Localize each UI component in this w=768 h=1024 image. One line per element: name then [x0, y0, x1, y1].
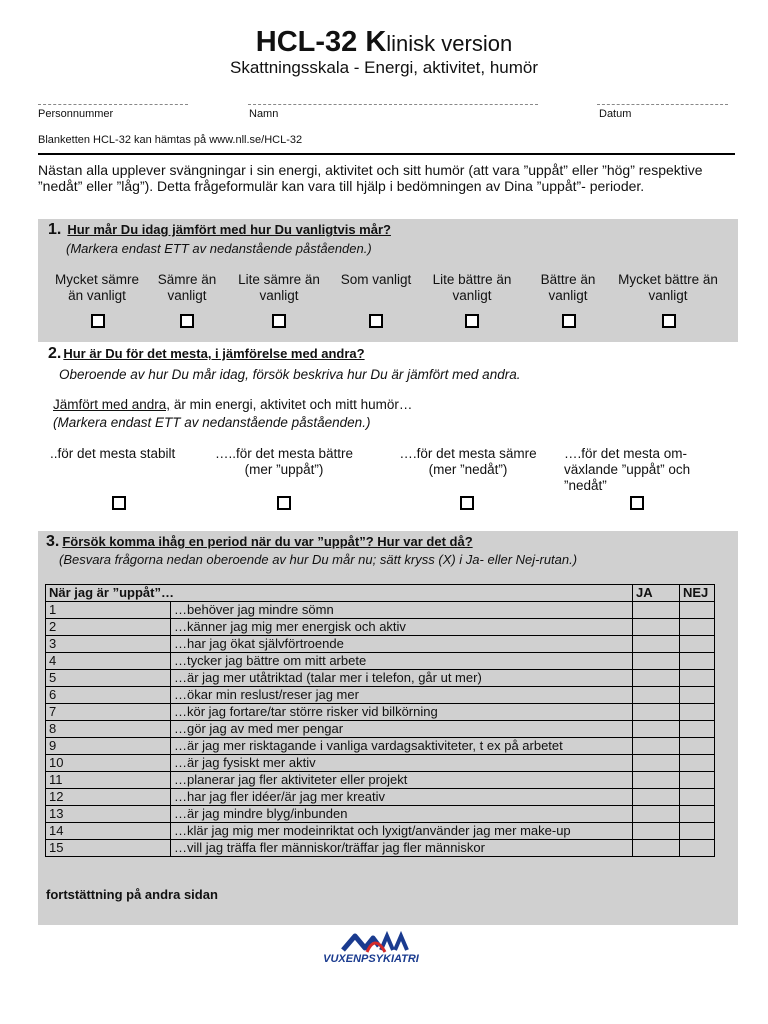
row-number: 5 [46, 670, 171, 687]
continuation-note: fortstättning på andra sidan [46, 887, 218, 902]
ja-cell[interactable] [633, 602, 680, 619]
row-text: …tycker jag bättre om mitt arbete [171, 653, 633, 670]
q2-option-label: …..för det mesta bättre (mer ”uppåt”) [214, 446, 354, 477]
row-text: …är jag mindre blyg/inbunden [171, 806, 633, 823]
nej-cell[interactable] [680, 772, 715, 789]
table-row [46, 653, 715, 670]
q1-checkbox[interactable] [465, 314, 479, 328]
ja-cell[interactable] [633, 806, 680, 823]
nej-cell[interactable] [680, 687, 715, 704]
q3-heading [46, 533, 473, 551]
q2-option-label: ….för det mesta sämre (mer ”nedåt”) [399, 446, 537, 477]
table-row [46, 636, 715, 653]
nej-cell[interactable] [680, 738, 715, 755]
q1-heading [48, 221, 391, 239]
q1-checkbox[interactable] [180, 314, 194, 328]
table-header: När jag är ”uppåt”… [46, 585, 633, 602]
datum-label: Datum [599, 108, 632, 120]
q1-option-label: Sämre än vanligt [157, 272, 217, 303]
ja-cell[interactable] [633, 619, 680, 636]
q3-question: Försök komma ihåg en period när du var ”uppåt”? Hur var det då? [62, 534, 473, 549]
table-row [46, 806, 715, 823]
col-nej: NEJ [680, 585, 715, 602]
q2-lead [53, 397, 412, 412]
table-row [46, 721, 715, 738]
row-number: 10 [46, 755, 171, 772]
namn-label: Namn [249, 108, 279, 120]
row-text: …har jag ökat självförtroende [171, 636, 633, 653]
row-number: 6 [46, 687, 171, 704]
ja-cell[interactable] [633, 840, 680, 857]
q1-checkbox[interactable] [272, 314, 286, 328]
nej-cell[interactable] [680, 806, 715, 823]
ja-cell[interactable] [633, 721, 680, 738]
col-ja: JA [633, 585, 680, 602]
row-text: …ökar min reslust/reser jag mer [171, 687, 633, 704]
q1-option-label: Som vanligt [340, 272, 412, 287]
row-text: …är jag mer risktagande i vanliga vardagsaktiviteter, t ex på arbetet [171, 738, 633, 755]
ja-cell[interactable] [633, 755, 680, 772]
ja-cell[interactable] [633, 789, 680, 806]
row-number: 15 [46, 840, 171, 857]
table-row [46, 619, 715, 636]
ja-cell[interactable] [633, 670, 680, 687]
ja-cell[interactable] [633, 823, 680, 840]
table-row [46, 789, 715, 806]
q2-option-label: ….för det mesta om-växlande ”uppåt” och ”nedåt” [564, 446, 691, 493]
datum-line[interactable] [597, 104, 728, 105]
q1-checkbox[interactable] [562, 314, 576, 328]
q2-instruction2: (Markera endast ETT av nedanstående påståenden.) [53, 415, 371, 430]
row-text: …kör jag fortare/tar större risker vid bilkörning [171, 704, 633, 721]
q1-option-label: Lite sämre än vanligt [238, 272, 320, 303]
q2-question: Hur är Du för det mesta, i jämförelse med andra? [63, 346, 365, 361]
intro-text: Nästan alla upplever svängningar i sin energi, aktivitet och sitt humör (att vara ”uppåt” eller ”hög” respektive ”nedåt” eller ”låg”). Detta frågeformulär kan vara till hjälp i bedömningen av Dina ”uppåt”- perioder. [38, 162, 703, 194]
table-row [46, 704, 715, 721]
q3-number: 3. [46, 533, 60, 550]
vuxenpsykiatri-logo [315, 928, 427, 968]
row-text: …känner jag mig mer energisk och aktiv [171, 619, 633, 636]
q1-question: Hur mår Du idag jämfört med hur Du vanligtvis mår? [67, 222, 391, 237]
q2-number: 2. [48, 345, 62, 362]
q2-checkbox[interactable] [277, 496, 291, 510]
table-row [46, 823, 715, 840]
q2-lead-rest: är min energi, aktivitet och mitt humör… [170, 397, 413, 412]
download-note: Blanketten HCL-32 kan hämtas på www.nll.se/HCL-32 [38, 134, 303, 146]
row-text: …klär jag mig mer modeinriktat och lyxigt/använder jag mer make-up [171, 823, 633, 840]
logo-bars-mark [381, 936, 407, 950]
nej-cell[interactable] [680, 840, 715, 857]
row-number: 7 [46, 704, 171, 721]
q1-checkbox[interactable] [91, 314, 105, 328]
nej-cell[interactable] [680, 602, 715, 619]
row-text: …behöver jag mindre sömn [171, 602, 633, 619]
nej-cell[interactable] [680, 704, 715, 721]
q2-checkbox[interactable] [630, 496, 644, 510]
q1-option-label: Mycket sämre än vanligt [54, 272, 139, 303]
logo-text: VUXENPSYKIATRI [323, 953, 419, 965]
namn-line[interactable] [248, 104, 538, 105]
ja-cell[interactable] [633, 738, 680, 755]
row-number: 4 [46, 653, 171, 670]
title-rest: linisk version [386, 31, 513, 56]
row-number: 3 [46, 636, 171, 653]
row-text: …gör jag av med mer pengar [171, 721, 633, 738]
q2-checkbox[interactable] [112, 496, 126, 510]
nej-cell[interactable] [680, 619, 715, 636]
row-number: 12 [46, 789, 171, 806]
q1-number: 1. [48, 221, 62, 238]
q2-heading [48, 345, 365, 363]
row-number: 9 [46, 738, 171, 755]
row-text: …vill jag träffa fler människor/träffar jag fler människor [171, 840, 633, 857]
q2-option-label: ..för det mesta stabilt [50, 446, 176, 461]
ja-cell[interactable] [633, 687, 680, 704]
q1-instruction: (Markera endast ETT av nedanstående påståenden.) [66, 241, 372, 256]
q3-table [45, 584, 715, 857]
nej-cell[interactable] [680, 636, 715, 653]
row-number: 8 [46, 721, 171, 738]
q1-checkbox[interactable] [662, 314, 676, 328]
ja-cell[interactable] [633, 704, 680, 721]
q2-lead-underlined: Jämfört med andra, [53, 397, 171, 412]
nej-cell[interactable] [680, 755, 715, 772]
nej-cell[interactable] [680, 721, 715, 738]
row-number: 2 [46, 619, 171, 636]
q1-option-label: Bättre än vanligt [540, 272, 596, 303]
row-number: 14 [46, 823, 171, 840]
table-row [46, 755, 715, 772]
q2-checkbox[interactable] [460, 496, 474, 510]
q1-checkbox[interactable] [369, 314, 383, 328]
nej-cell[interactable] [680, 670, 715, 687]
title-main: HCL-32 K [255, 26, 387, 58]
table-row [46, 670, 715, 687]
nej-cell[interactable] [680, 823, 715, 840]
row-text: …är jag fysiskt mer aktiv [171, 755, 633, 772]
table-row [46, 738, 715, 755]
page-subtitle: Skattningsskala - Energi, aktivitet, humör [229, 58, 539, 77]
table-row [46, 687, 715, 704]
table-row [46, 840, 715, 857]
ja-cell[interactable] [633, 772, 680, 789]
row-number: 11 [46, 772, 171, 789]
divider [38, 153, 735, 155]
nej-cell[interactable] [680, 653, 715, 670]
ja-cell[interactable] [633, 636, 680, 653]
nej-cell[interactable] [680, 789, 715, 806]
ja-cell[interactable] [633, 653, 680, 670]
table-row [46, 602, 715, 619]
row-number: 1 [46, 602, 171, 619]
personnummer-label: Personnummer [38, 108, 114, 120]
q1-option-label: Lite bättre än vanligt [432, 272, 512, 303]
q1-option-label: Mycket bättre än vanligt [618, 272, 718, 303]
row-text: …är jag mer utåtriktad (talar mer i telefon, går ut mer) [171, 670, 633, 687]
table-header-row [46, 585, 715, 602]
personnummer-line[interactable] [38, 104, 188, 105]
table-row [46, 772, 715, 789]
row-text: …planerar jag fler aktiviteter eller projekt [171, 772, 633, 789]
q2-instruction: Oberoende av hur Du mår idag, försök beskriva hur Du är jämfört med andra. [59, 367, 521, 382]
row-text: …har jag fler idéer/är jag mer kreativ [171, 789, 633, 806]
q3-instruction: (Besvara frågorna nedan oberoende av hur Du mår nu; sätt kryss (X) i Ja- eller Nej-rutan.) [59, 552, 578, 567]
row-number: 13 [46, 806, 171, 823]
